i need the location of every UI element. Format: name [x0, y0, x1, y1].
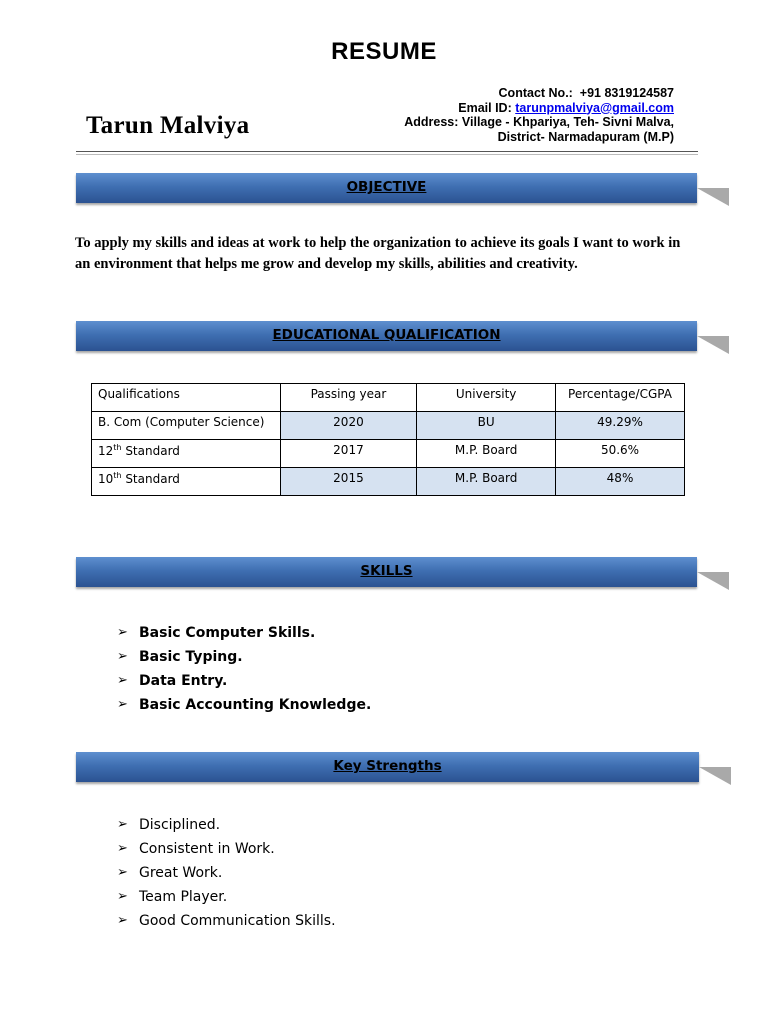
resume-title: RESUME	[331, 38, 437, 65]
qualification-number: 12	[98, 444, 114, 458]
table-header-row	[92, 384, 685, 412]
band-corner-decoration	[697, 572, 729, 590]
strengths-list	[117, 813, 336, 933]
skills-heading: SKILLS	[360, 563, 413, 579]
arrow-bullet-icon: ➢	[117, 865, 128, 880]
objective-paragraph: To apply my skills and ideas at work to help the organization to achieve its goals I want to work in an environment that helps me grow and develop my skills, abilities and creativity.	[75, 235, 681, 272]
university-cell: BU	[417, 412, 556, 440]
table-header-cell: Percentage/CGPA	[556, 384, 685, 412]
skill-text: Basic Computer Skills.	[139, 625, 316, 641]
list-item	[117, 837, 336, 861]
year-cell: 2020	[280, 412, 417, 440]
strength-text: Great Work.	[139, 865, 223, 881]
arrow-bullet-icon: ➢	[117, 913, 128, 928]
arrow-bullet-icon: ➢	[117, 817, 128, 832]
arrow-bullet-icon: ➢	[117, 673, 128, 688]
arrow-bullet-icon: ➢	[117, 697, 128, 712]
qualification-cell	[92, 468, 281, 496]
table-row	[92, 468, 685, 496]
address-line-1: Address: Village - Khpariya, Teh- Sivni Malva,	[404, 115, 674, 129]
email-link[interactable]: tarunpmalviya@gmail.com	[515, 100, 674, 115]
education-table	[91, 383, 685, 496]
table-row	[92, 412, 685, 440]
strengths-heading: Key Strengths	[333, 758, 442, 774]
qualification-ordinal: th	[113, 471, 122, 480]
table-row	[92, 440, 685, 468]
year-cell: 2015	[280, 468, 417, 496]
table-header-cell: Qualifications	[92, 384, 281, 412]
qualification-cell	[92, 412, 281, 440]
contact-email-line	[404, 101, 674, 116]
address-line-2: District- Narmadapuram (M.P)	[497, 129, 674, 144]
phone-label: Contact No.:	[498, 86, 573, 100]
contact-block	[404, 86, 674, 144]
phone-number: +91 8319124587	[579, 86, 674, 100]
education-section-header	[76, 321, 697, 351]
skill-text: Basic Accounting Knowledge.	[139, 697, 372, 713]
list-item	[117, 645, 371, 669]
list-item	[117, 669, 371, 693]
list-item	[117, 693, 371, 717]
strength-text: Consistent in Work.	[139, 841, 275, 857]
strength-text: Good Communication Skills.	[139, 913, 336, 929]
strengths-section-header	[76, 752, 699, 782]
candidate-name: Tarun Malviya	[86, 112, 250, 139]
table-header-cell: University	[417, 384, 556, 412]
contact-phone-line	[404, 86, 674, 101]
list-item	[117, 909, 336, 933]
qualification-cell	[92, 440, 281, 468]
band-corner-decoration	[699, 767, 731, 785]
university-cell: M.P. Board	[417, 468, 556, 496]
score-cell: 48%	[556, 468, 685, 496]
qualification-text: B. Com (Computer Science)	[98, 415, 265, 429]
skills-section-header	[76, 557, 697, 587]
list-item	[117, 813, 336, 837]
qualification-suffix: Standard	[121, 472, 180, 486]
arrow-bullet-icon: ➢	[117, 841, 128, 856]
university-cell: M.P. Board	[417, 440, 556, 468]
list-item	[117, 861, 336, 885]
band-corner-decoration	[697, 188, 729, 206]
year-cell: 2017	[280, 440, 417, 468]
education-heading: EDUCATIONAL QUALIFICATION	[272, 327, 501, 343]
list-item	[117, 885, 336, 909]
header-divider	[76, 151, 698, 152]
score-cell: 49.29%	[556, 412, 685, 440]
strength-text: Disciplined.	[139, 817, 221, 833]
qualification-number: 10	[98, 472, 114, 486]
strength-text: Team Player.	[139, 889, 228, 905]
objective-section-header	[76, 173, 697, 203]
email-label: Email ID:	[458, 100, 512, 115]
skills-list	[117, 621, 371, 717]
table-header-cell: Passing year	[280, 384, 417, 412]
score-cell: 50.6%	[556, 440, 685, 468]
qualification-suffix: Standard	[121, 444, 180, 458]
arrow-bullet-icon: ➢	[117, 889, 128, 904]
skill-text: Data Entry.	[139, 673, 228, 689]
objective-heading: OBJECTIVE	[346, 179, 427, 195]
list-item	[117, 621, 371, 645]
arrow-bullet-icon: ➢	[117, 649, 128, 664]
header-divider-secondary	[76, 154, 698, 155]
band-corner-decoration	[697, 336, 729, 354]
qualification-ordinal: th	[113, 443, 122, 452]
skill-text: Basic Typing.	[139, 649, 243, 665]
arrow-bullet-icon: ➢	[117, 625, 128, 640]
